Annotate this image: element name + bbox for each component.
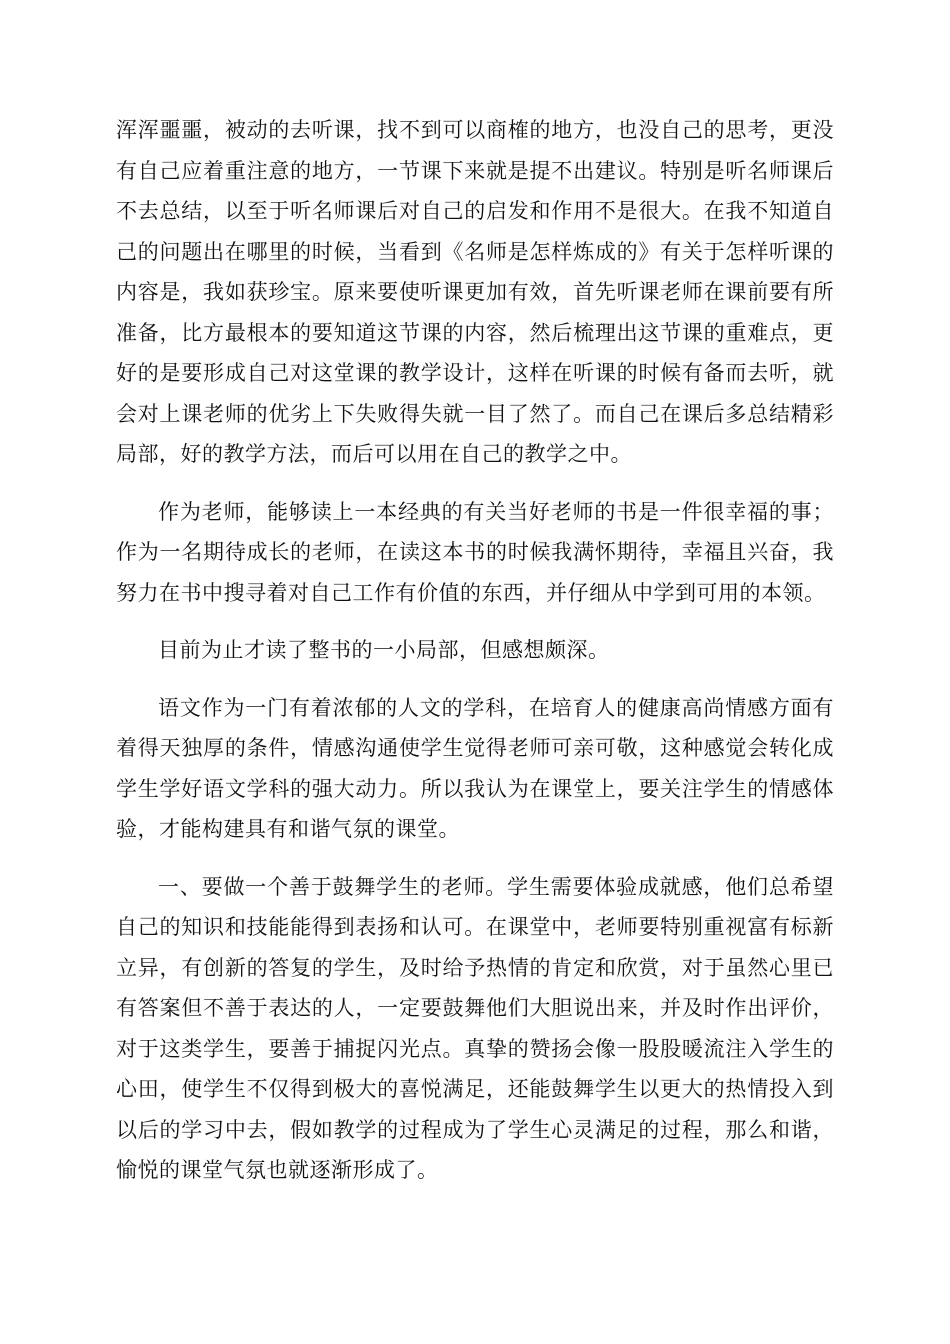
paragraph-4: 语文作为一门有着浓郁的人文的学科，在培育人的健康高尚情感方面有着得天独厚的条件，情感沟通使学生觉得老师可亲可敬，这种感觉会转化成学生学好语文学科的强大动力。所以我认为在课堂上，要关注学生的情感体验，才能构建具有和谐气氛的课堂。 — [116, 695, 834, 841]
paragraph-1: 浑浑噩噩，被动的去听课，找不到可以商榷的地方，也没自己的思考，更没有自己应着重注意的地方，一节课下来就是提不出建议。特别是听名师课后不去总结，以至于听名师课后对自己的启发和作用不是很大。在我不知道自己的问题出在哪里的时候，当看到《名师是怎样炼成的》有关于怎样听课的内容是，我如获珍宝。原来要使听课更加有效，首先听课老师在课前要有所准备，比方最根本的要知道这节课的内容，然后梳理出这节课的重难点，更好的是要形成自己对这堂课的教学设计，这样在听课的时候有备而去听，就会对上课老师的优劣上下失败得失就一目了然了。而自己在课后多总结精彩局部，好的教学方法，而后可以用在自己的教学之中。 — [116, 118, 834, 466]
paragraph-5: 一、要做一个善于鼓舞学生的老师。学生需要体验成就感，他们总希望自己的知识和技能能得到表扬和认可。在课堂中，老师要特别重视富有标新立异，有创新的答复的学生，及时给予热情的肯定和欣赏，对于虽然心里已有答案但不善于表达的人，一定要鼓舞他们大胆说出来，并及时作出评价，对于这类学生，要善于捕捉闪光点。真挚的赞扬会像一股股暖流注入学生的心田，使学生不仅得到极大的喜悦满足，还能鼓舞学生以更大的热情投入到以后的学习中去，假如教学的过程成为了学生心灵满足的过程，那么和谐，愉悦的课堂气氛也就逐渐形成了。 — [116, 874, 834, 1182]
paragraph-2: 作为老师，能够读上一本经典的有关当好老师的书是一件很幸福的事；作为一名期待成长的老师，在读这本书的时候我满怀期待，幸福且兴奋，我努力在书中搜寻着对自己工作有价值的东西，并仔细从中学到可用的本领。 — [116, 499, 834, 605]
paragraph-3: 目前为止才读了整书的一小局部，但感想颇深。 — [158, 638, 610, 662]
document-body — [116, 110, 834, 1208]
